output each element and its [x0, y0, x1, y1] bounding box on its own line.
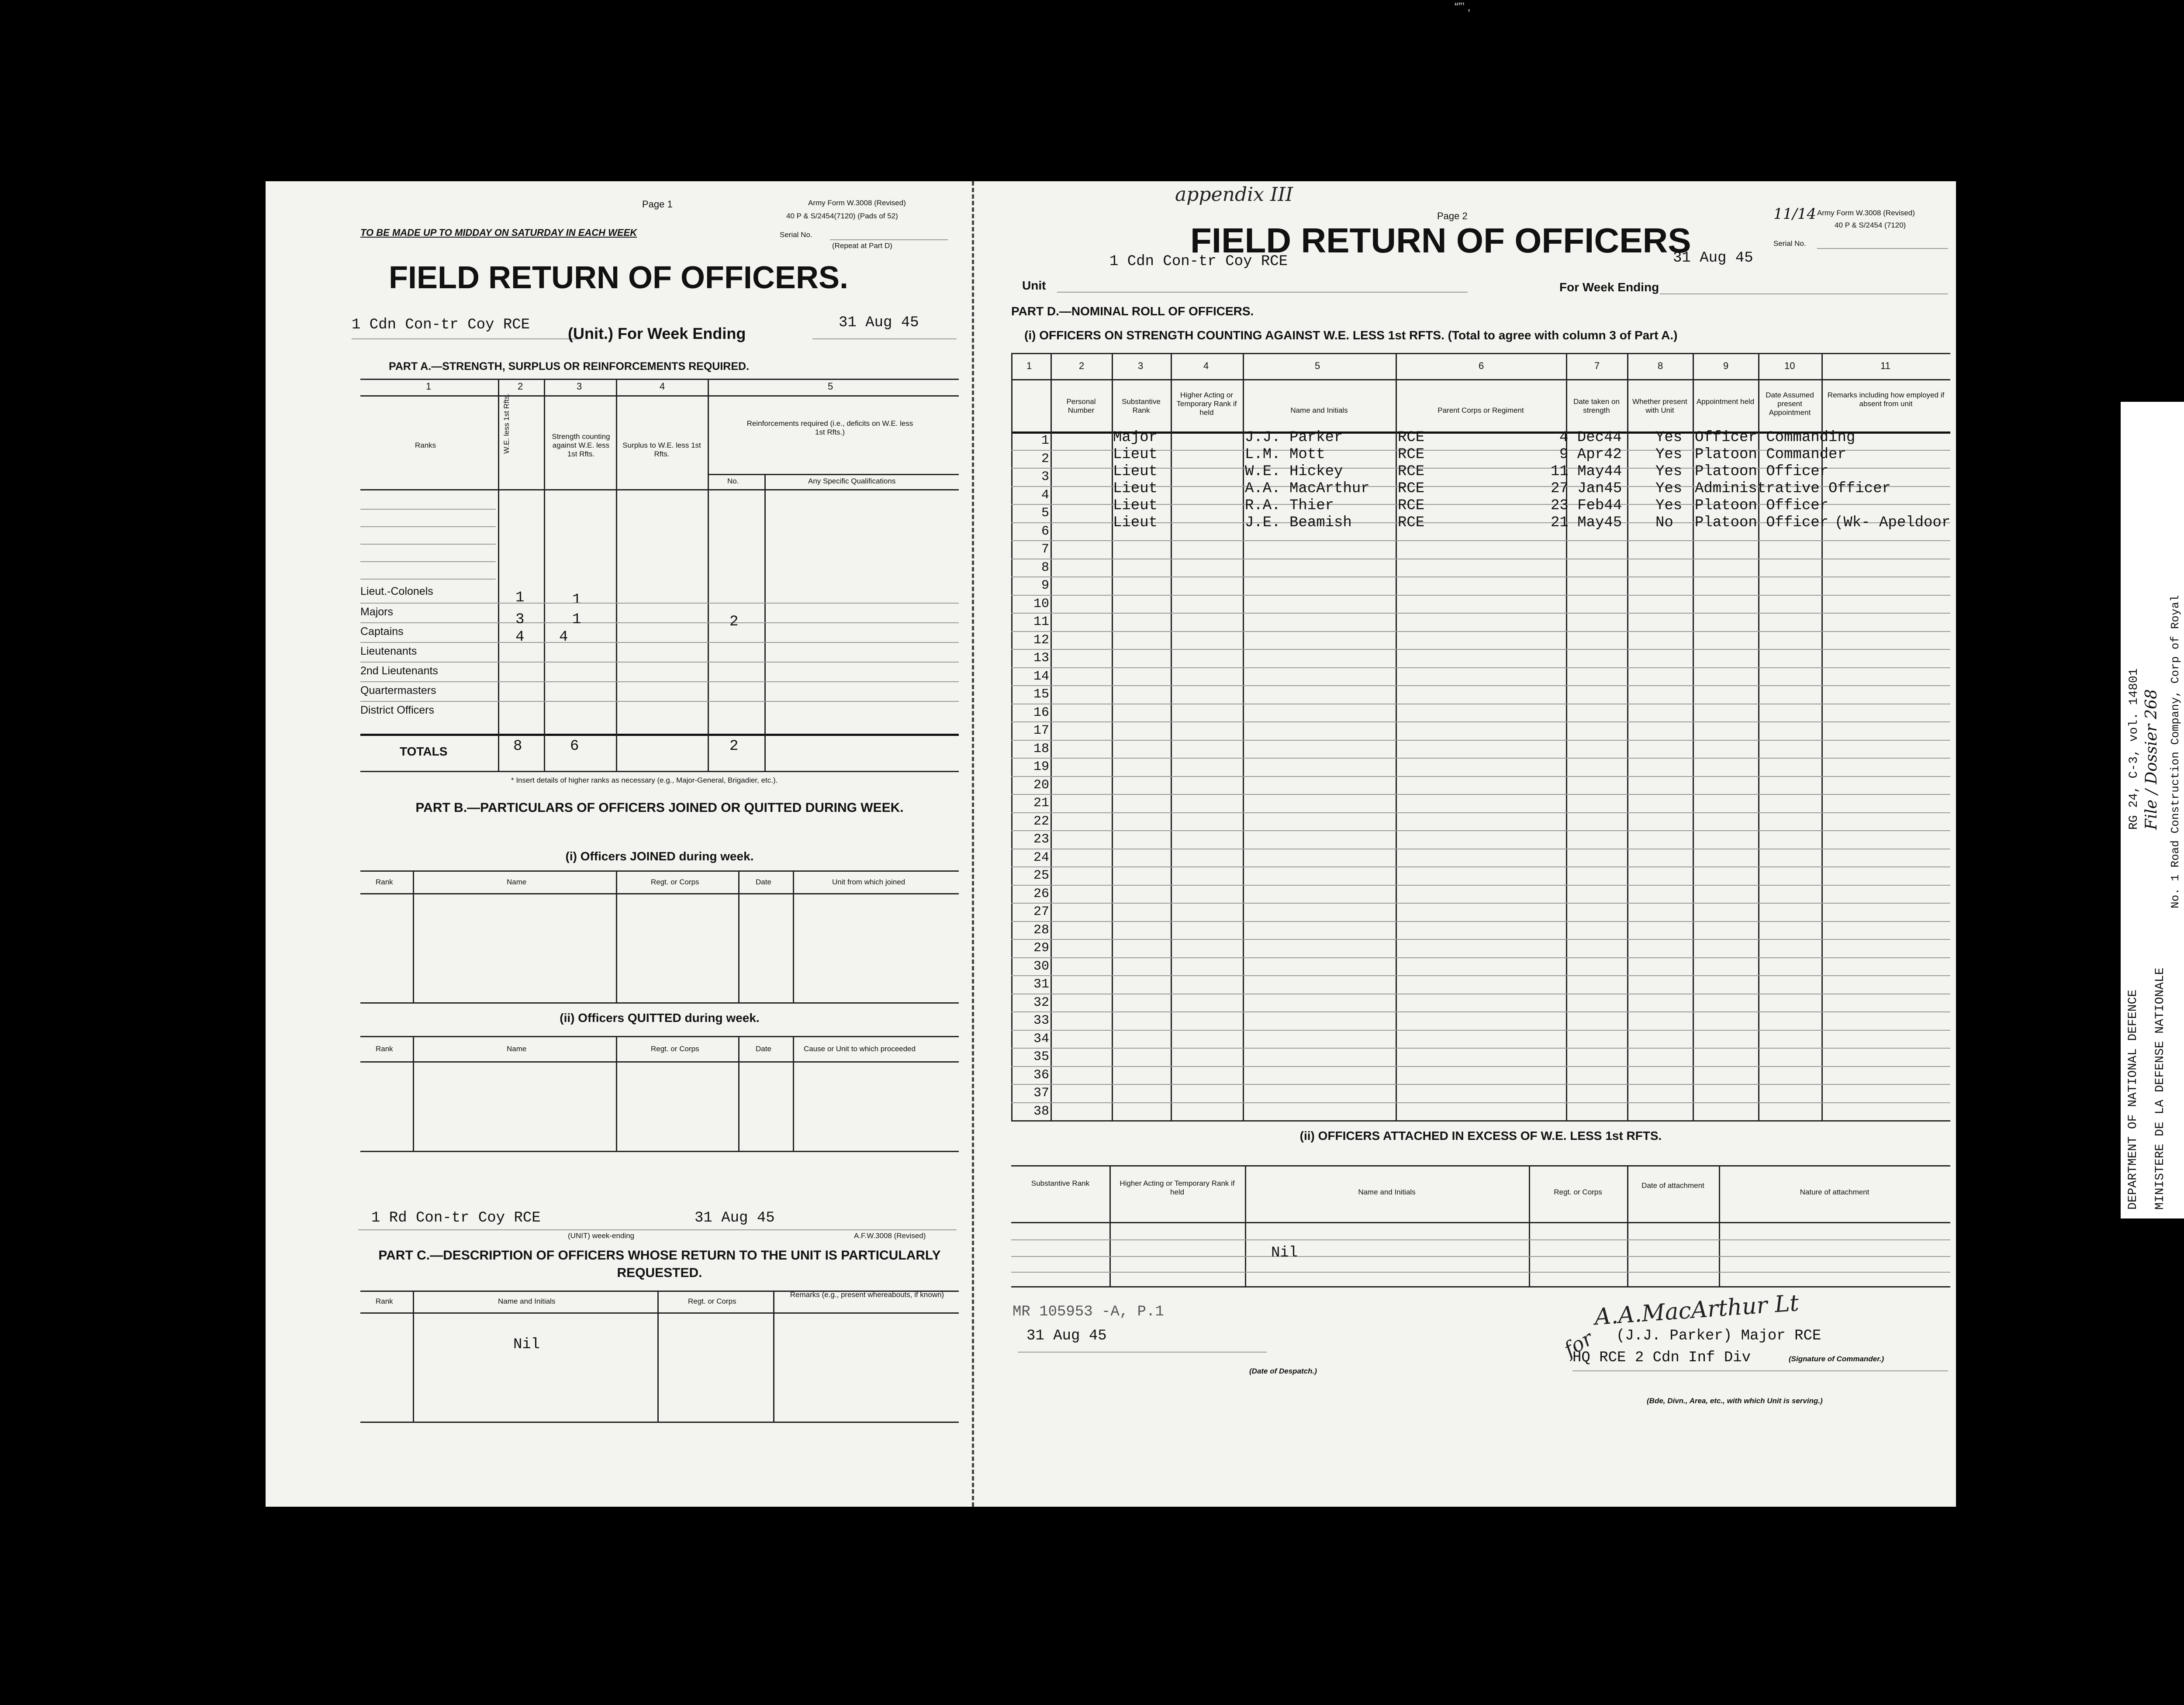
part-d-row-line: [1011, 794, 1950, 795]
officer-date: 21 May45: [1551, 514, 1622, 531]
part-d-col-1: 1: [1026, 360, 1032, 371]
joined-header-rank: Rank: [376, 878, 393, 886]
rank-label: Quartermasters: [360, 684, 436, 697]
part-a-header-surplus: Surplus to W.E. less 1st Rfts.: [622, 441, 701, 458]
archive-unit-desc: No. 1 Road Construction Company, Corp of Royal: [2169, 595, 2182, 908]
officer-appointment: Platoon Officer: [1695, 497, 1829, 514]
hq-typed: HQ RCE 2 Cdn Inf Div: [1572, 1350, 1751, 1366]
right-print-code: 40 P & S/2454 (7120): [1835, 221, 1906, 229]
joined-header-unit: Unit from which joined: [832, 878, 905, 886]
part-d-row-number: 37: [1033, 1086, 1049, 1101]
part-a-header-we: W.E. less 1st Rfts.: [502, 393, 511, 454]
officer-name: J.J. Parker: [1245, 429, 1343, 446]
part-a-col-2: 2: [518, 381, 523, 392]
officer-present: No: [1655, 514, 1673, 531]
right-serial-handwritten: 11/14: [1773, 205, 1816, 223]
officer-rank: Lieut: [1113, 463, 1158, 480]
rank-strength: 1: [572, 611, 581, 628]
officer-date: 23 Feb44: [1551, 497, 1622, 514]
officer-present: Yes: [1655, 480, 1683, 497]
despatch-ref: MR 105953 -A, P.1: [1013, 1304, 1164, 1320]
part-d-header-remarks: Remarks including how employed if absent from unit: [1827, 391, 1945, 408]
part-d-col-2: 2: [1079, 360, 1085, 371]
part-d-col-4: 4: [1203, 360, 1209, 371]
part-d-row-number: 9: [1041, 578, 1049, 593]
part-d-row-number: 30: [1033, 959, 1049, 974]
part-c-header-remarks: Remarks (e.g., present whereabouts, if known): [790, 1291, 944, 1299]
part-d-row-number: 28: [1033, 923, 1049, 938]
part-d-row-number: 20: [1033, 778, 1049, 793]
officer-rank: Lieut: [1113, 480, 1158, 497]
part-d-row-line: [1011, 866, 1950, 867]
part-d-row-number: 29: [1033, 941, 1049, 956]
joined-header-date: Date: [756, 878, 771, 886]
officer-rank: Lieut: [1113, 497, 1158, 514]
right-page-number: Page 2: [1437, 211, 1468, 221]
part-d-row-number: 33: [1033, 1013, 1049, 1028]
part-d-row-number: 26: [1033, 887, 1049, 901]
part-d-row-line: [1011, 830, 1950, 831]
totals-strength: 6: [570, 738, 579, 755]
part-d-row-number: 4: [1041, 488, 1049, 503]
left-week-ending-typed: 31 Aug 45: [839, 314, 919, 331]
part-d-row-number: 1: [1041, 433, 1049, 448]
attached-entry: Nil: [1271, 1245, 1298, 1261]
officer-date: 11 May44: [1551, 463, 1622, 480]
part-d-row-line: [1011, 721, 1950, 722]
part-d-header-assumed: Date Assumed present Appointment: [1766, 391, 1814, 417]
part-c-form: A.F.W.3008 (Revised): [854, 1232, 926, 1240]
part-d-row-line: [1011, 540, 1950, 541]
page-top-marks: “”’ ,: [1455, 0, 1471, 13]
rank-we: 4: [515, 629, 525, 645]
despatch-label: (Date of Despatch.): [1249, 1367, 1317, 1375]
part-c-date-typed: 31 Aug 45: [695, 1210, 775, 1226]
officer-rank: Lieut: [1113, 446, 1158, 463]
part-a-header-no: No.: [727, 477, 739, 485]
sheet-fold: [972, 181, 974, 1507]
part-d-row-number: 7: [1041, 542, 1049, 557]
attached-header-name: Name and Initials: [1358, 1188, 1416, 1196]
part-d-header-present: Whether present with Unit: [1632, 397, 1687, 414]
officer-corps: RCE: [1398, 463, 1425, 480]
part-d-row-number: 10: [1033, 597, 1049, 611]
part-d-row-line: [1011, 1102, 1950, 1103]
officer-corps: RCE: [1398, 429, 1425, 446]
officer-name: R.A. Thier: [1245, 497, 1334, 514]
officer-present: Yes: [1655, 497, 1683, 514]
attached-header-date: Date of attachment: [1641, 1181, 1704, 1190]
part-c-heading: PART C.—DESCRIPTION OF OFFICERS WHOSE RETURN TO THE UNIT IS PARTICULARLY REQUESTED.: [378, 1248, 941, 1280]
part-d-row-number: 21: [1033, 796, 1049, 811]
quitted-heading: (ii) Officers QUITTED during week.: [560, 1011, 760, 1025]
part-d-col-6: 6: [1479, 360, 1484, 371]
rank-label: Captains: [360, 625, 404, 638]
part-d-row-number: 8: [1041, 560, 1049, 575]
officer-appointment: Platoon Officer: [1695, 463, 1829, 480]
part-d-row-line: [1011, 740, 1950, 741]
part-d-row-line: [1011, 885, 1950, 886]
archive-dept: DEPARTMENT OF NATIONAL DEFENCE: [2126, 989, 2140, 1210]
right-army-form: Army Form W.3008 (Revised): [1817, 209, 1915, 217]
part-d-row-line: [1011, 758, 1950, 759]
commander-signature: A.A.MacArthur Lt: [1593, 1290, 1800, 1331]
rank-label: 2nd Lieutenants: [360, 665, 438, 677]
joined-header-regt: Regt. or Corps: [651, 878, 699, 886]
right-form-title: FIELD RETURN OF OFFICERS: [1190, 221, 1691, 260]
part-d-header-date: Date taken on strength: [1573, 397, 1620, 414]
part-d-row-number: 5: [1041, 506, 1049, 521]
part-d-row-number: 35: [1033, 1049, 1049, 1064]
part-a-col-1: 1: [426, 381, 432, 392]
despatch-date: 31 Aug 45: [1026, 1328, 1107, 1344]
part-d-row-number: 31: [1033, 977, 1049, 992]
totals-we: 8: [513, 738, 522, 755]
left-form-title: FIELD RETURN OF OFFICERS.: [389, 260, 848, 295]
rank-label: Lieut.-Colonels: [360, 585, 433, 597]
officer-appointment: Platoon Officer: [1695, 514, 1829, 531]
part-d-col-11: 11: [1880, 360, 1890, 371]
right-unit-typed: 1 Cdn Con-tr Coy RCE: [1109, 253, 1288, 270]
signature-typed: (J.J. Parker) Major RCE: [1616, 1328, 1821, 1344]
officer-present: Yes: [1655, 463, 1683, 480]
officer-name: A.A. MacArthur: [1245, 480, 1370, 497]
part-c-header-rank: Rank: [376, 1297, 393, 1305]
part-d-row-number: 6: [1041, 524, 1049, 539]
officer-date: 27 Jan45: [1551, 480, 1622, 497]
part-d-subheading: (i) OFFICERS ON STRENGTH COUNTING AGAINST W.E. LESS 1st RFTS. (Total to agree with column 3 of Part A.): [1024, 328, 1678, 342]
part-a-footnote: * Insert details of higher ranks as necessary (e.g., Major-General, Brigadier, etc.).: [511, 776, 778, 784]
joined-heading: (i) Officers JOINED during week.: [565, 849, 754, 863]
left-serial-label: Serial No.: [780, 231, 812, 239]
officer-appointment: Administrative Officer: [1695, 480, 1891, 497]
officer-name: L.M. Mott: [1245, 446, 1325, 463]
right-serial-label: Serial No.: [1773, 239, 1806, 248]
attached-heading: (ii) OFFICERS ATTACHED IN EXCESS OF W.E. LESS 1st RFTS.: [1299, 1129, 1662, 1142]
part-a-header-reinf: Reinforcements required (i.e., deficits on W.E. less 1st Rfts.): [746, 419, 913, 436]
part-d-col-10: 10: [1784, 360, 1795, 371]
part-a-heading: PART A.—STRENGTH, SURPLUS OR REINFORCEMENTS REQUIRED.: [389, 360, 750, 373]
rank-label: Lieutenants: [360, 645, 417, 657]
part-d-row-line: [1011, 1011, 1950, 1012]
part-d-row-line: [1011, 1030, 1950, 1031]
part-d-header-corps: Parent Corps or Regiment: [1438, 406, 1524, 414]
quitted-header-rank: Rank: [376, 1045, 393, 1053]
part-d-row-number: 16: [1033, 705, 1049, 720]
part-d-row-line: [1011, 776, 1950, 777]
archive-reference: RG 24, C-3, vol. 14801: [2127, 668, 2141, 830]
part-c-unit-label: (UNIT) week-ending: [568, 1232, 635, 1240]
quitted-header-name: Name: [507, 1045, 527, 1053]
totals-reinf: 2: [729, 738, 739, 755]
totals-label: TOTALS: [400, 745, 448, 758]
officer-present: Yes: [1655, 446, 1683, 463]
officer-corps: RCE: [1398, 446, 1425, 463]
part-d-row-number: 18: [1033, 742, 1049, 756]
part-d-row-line: [1011, 957, 1950, 958]
officer-remarks: (Wk- Apeldoor: [1835, 514, 1951, 531]
part-d-row-number: 2: [1041, 452, 1049, 466]
part-d-row-number: 22: [1033, 814, 1049, 829]
part-d-row-number: 34: [1033, 1032, 1049, 1046]
officer-appointment: Officer Commanding: [1695, 429, 1856, 446]
part-d-row-number: 38: [1033, 1104, 1049, 1119]
left-unit-typed: 1 Cdn Con-tr Coy RCE: [352, 317, 530, 333]
part-d-row-number: 25: [1033, 868, 1049, 883]
right-week-typed: 31 Aug 45: [1673, 250, 1753, 266]
officer-appointment: Platoon Commander: [1695, 446, 1846, 463]
attached-header-subst: Substantive Rank: [1031, 1179, 1090, 1187]
bde-label: (Bde, Divn., Area, etc., with which Unit is serving.): [1647, 1397, 1823, 1405]
part-d-row-number: 23: [1033, 832, 1049, 847]
part-c-header-regt: Regt. or Corps: [688, 1297, 736, 1305]
officer-name: W.E. Hickey: [1245, 463, 1343, 480]
part-c-header-name: Name and Initials: [498, 1297, 556, 1305]
left-instruction: TO BE MADE UP TO MIDDAY ON SATURDAY IN EACH WEEK: [360, 227, 637, 238]
part-d-row-number: 24: [1033, 850, 1049, 865]
part-d-header-name: Name and Initials: [1290, 406, 1348, 414]
part-d-col-8: 8: [1658, 360, 1663, 371]
right-week-label: For Week Ending: [1559, 280, 1659, 294]
part-a-col-4: 4: [660, 381, 665, 392]
part-d-row-line: [1011, 1066, 1950, 1067]
officer-present: Yes: [1655, 429, 1683, 446]
part-d-row-line: [1011, 921, 1950, 922]
part-d-row-number: 14: [1033, 669, 1049, 684]
part-d-row-line: [1011, 939, 1950, 940]
quitted-header-cause: Cause or Unit to which proceeded: [804, 1045, 916, 1053]
archive-ministere: MINISTERE DE LA DEFENSE NATIONALE: [2153, 967, 2167, 1210]
attached-header-nature: Nature of attachment: [1800, 1188, 1870, 1196]
officer-rank: Lieut: [1113, 514, 1158, 531]
part-d-row-number: 12: [1033, 633, 1049, 648]
part-d-row-number: 13: [1033, 651, 1049, 666]
part-d-row-line: [1011, 1084, 1950, 1085]
part-d-col-5: 5: [1315, 360, 1320, 371]
left-page-number: Page 1: [642, 199, 673, 210]
part-d-row-line: [1011, 667, 1950, 668]
joined-header-name: Name: [507, 878, 527, 886]
quitted-header-regt: Regt. or Corps: [651, 1045, 699, 1053]
part-a-header-strength: Strength counting against W.E. less 1st Rfts.: [552, 432, 610, 458]
officer-corps: RCE: [1398, 497, 1425, 514]
handwritten-appendix: appendix III: [1175, 183, 1293, 206]
rank-we: 1: [515, 590, 525, 606]
part-d-row-number: 3: [1041, 469, 1049, 484]
part-a-header-ranks: Ranks: [415, 441, 436, 449]
attached-header-regt: Regt. or Corps: [1554, 1188, 1602, 1196]
part-d-col-7: 7: [1594, 360, 1600, 371]
officer-corps: RCE: [1398, 480, 1425, 497]
rank-reinf: 2: [729, 614, 739, 630]
part-d-row-line: [1011, 812, 1950, 813]
rank-strength: 1: [572, 592, 581, 608]
rank-we: 3: [515, 611, 525, 628]
part-d-row-line: [1011, 903, 1950, 904]
part-d-heading: PART D.—NOMINAL ROLL OF OFFICERS.: [1011, 304, 1254, 318]
part-d-header-higher: Higher Acting or Temporary Rank if held: [1176, 391, 1237, 417]
officer-name: J.E. Beamish: [1245, 514, 1352, 531]
part-d-col-3: 3: [1138, 360, 1144, 371]
officer-corps: RCE: [1398, 514, 1425, 531]
officer-date: 4 Dec44: [1559, 429, 1622, 446]
part-b-heading: PART B.—PARTICULARS OF OFFICERS JOINED OR QUITTED DURING WEEK.: [415, 801, 904, 815]
part-d-row-line: [1011, 576, 1950, 577]
part-a-header-quals: Any Specific Qualifications: [808, 477, 896, 485]
part-d-row-number: 15: [1033, 687, 1049, 702]
part-d-row-number: 19: [1033, 759, 1049, 774]
part-d-col-9: 9: [1723, 360, 1729, 371]
part-d-row-line: [1011, 631, 1950, 632]
left-serial-note: (Repeat at Part D): [832, 242, 892, 250]
part-d-row-number: 27: [1033, 904, 1049, 919]
part-d-row-line: [1011, 613, 1950, 614]
part-c-unit-typed: 1 Rd Con-tr Coy RCE: [371, 1210, 541, 1226]
part-d-row-line: [1011, 595, 1950, 596]
archive-file-handwritten: File / Dossier 268: [2143, 689, 2160, 830]
quitted-header-date: Date: [756, 1045, 771, 1053]
rank-strength: 4: [559, 629, 568, 645]
part-d-header-appointment: Appointment held: [1696, 397, 1755, 406]
part-a-col-3: 3: [577, 381, 582, 392]
part-d-row-number: 36: [1033, 1068, 1049, 1083]
part-d-row-line: [1011, 1048, 1950, 1049]
part-d-row-line: [1011, 685, 1950, 686]
rank-label: Majors: [360, 606, 394, 618]
part-d-row-line: [1011, 649, 1950, 650]
part-a-col-5: 5: [828, 381, 833, 392]
officer-rank: Major: [1113, 429, 1158, 446]
left-unit-label: (Unit.) For Week Ending: [568, 324, 746, 342]
part-c-entry: Nil: [513, 1336, 540, 1353]
right-unit-label: Unit: [1022, 279, 1046, 292]
part-d-row-number: 11: [1033, 614, 1049, 629]
part-d-row-number: 32: [1033, 995, 1049, 1010]
attached-header-higher: Higher Acting or Temporary Rank if held: [1120, 1179, 1235, 1196]
part-d-header-personal: Personal Number: [1066, 397, 1096, 414]
left-print-code: 40 P & S/2454(7120) (Pads of 52): [786, 212, 898, 220]
signature-label: (Signature of Commander.): [1789, 1355, 1884, 1363]
officer-date: 9 Apr42: [1559, 446, 1622, 463]
left-army-form: Army Form W.3008 (Revised): [808, 199, 906, 207]
rank-label: District Officers: [360, 704, 434, 716]
signature-for: for: [1559, 1326, 1597, 1362]
part-d-row-line: [1011, 975, 1950, 976]
part-d-row-number: 17: [1033, 723, 1049, 738]
part-d-header-subst: Substantive Rank: [1122, 397, 1161, 414]
